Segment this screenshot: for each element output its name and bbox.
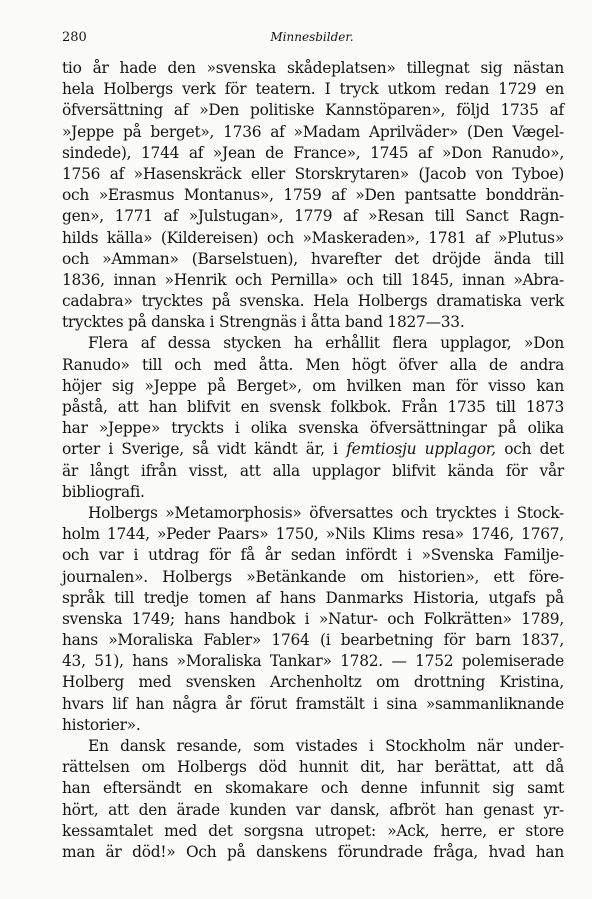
- text-line: sindede), 1744 af »Jean de France», 1745 af »Don Ranudo»,: [62, 143, 564, 162]
- text-line-with-italic: [62, 439, 564, 460]
- text-line: rättelsen om Holbergs död hunnit dit, har berättat, att då: [62, 758, 564, 777]
- text-line: Ranudo» till och med åtta. Men högt öfver alla de andra: [62, 355, 564, 374]
- text-line: hvars lif han några år förut framstält i sina »sammanliknande: [62, 694, 564, 713]
- running-title: Minnesbilder.: [270, 30, 354, 44]
- text-line: holm 1744, »Peder Paars» 1750, »Nils Klims resa» 1746, 1767,: [62, 525, 564, 544]
- text-line: och »Amman» (Barselstuen), hvarefter det dröjde ända till: [62, 249, 564, 268]
- text-line: man är död!» Och på danskens förundrade fråga, hvad han: [62, 842, 564, 861]
- text-line: 1756 af »Hasenskräck eller Storskrytaren» (Jacob von Tyboe): [62, 164, 564, 183]
- text-line: cadabra» trycktes på svenska. Hela Holbergs dramatiska verk: [62, 292, 564, 311]
- text-line: En dansk resande, som vistades i Stockholm när under-: [88, 737, 564, 755]
- text-line: trycktes på danska i Strengnäs i åtta band 1827—33.: [62, 313, 465, 332]
- text-line: bibliografi.: [62, 482, 145, 501]
- text-line: han eftersändt en skomakare och denne infunnit sig samt: [62, 779, 564, 798]
- text-line: svenska 1749; hans handbok i »Natur- och Folkrätten» 1789,: [62, 609, 564, 628]
- text-line: påstå, att han blifvit en svensk folkbok. Från 1735 till 1873: [62, 398, 564, 416]
- text-line: 1836, innan »Henrik och Pernilla» och till 1845, innan »Abra-: [62, 270, 564, 289]
- body-text: [62, 58, 564, 863]
- text-line: kessamtalet med det sorgsna utropet: »Ack, herre, er store: [62, 821, 564, 840]
- text-line: 43, 51), hans »Moraliska Tankar» 1782. — 1752 polemiserade: [62, 652, 564, 671]
- text-line: hela Holbergs verk för teatern. I tryck utkom redan 1729 en: [62, 80, 564, 99]
- text-line: hört, att den ärade kunden var dansk, afbröt han genast yr-: [62, 800, 564, 819]
- page-header: [62, 30, 562, 50]
- text-line: höjer sig »Jeppe på Berget», om hvilken man för visso kan: [62, 376, 564, 395]
- text-line: journalen». Holbergs »Betänkande om historien», ett före-: [62, 567, 564, 586]
- text-segment: orter i Sverige, så vidt kändt är, i: [62, 440, 347, 459]
- text-line: hans »Moraliska Fabler» 1764 (i bearbetning för barn 1837,: [62, 631, 564, 650]
- text-line: och »Erasmus Montanus», 1759 af »Den pantsatte bonddrän-: [62, 186, 564, 205]
- page-number: 280: [62, 30, 87, 45]
- text-line: öfversättning af »Den politiske Kannstöparen», följd 1735 af: [62, 101, 564, 120]
- text-line: Holberg med svensken Archenholtz om drottning Kristina,: [62, 673, 564, 692]
- text-line: har »Jeppe» tryckts i olika svenska öfversättningar på olika: [62, 419, 564, 438]
- text-line: hilds källa» (Kildereisen) och »Maskeraden», 1781 af »Plutus»: [62, 228, 564, 247]
- text-line: historier».: [62, 715, 141, 734]
- italic-phrase: femtiosju upplagor,: [346, 440, 496, 459]
- text-line: gen», 1771 af »Julstugan», 1779 af »Resan till Sanct Ragn-: [62, 207, 564, 226]
- text-line: »Jeppe på berget», 1736 af »Madam Aprilväder» (Den Vægel-: [62, 122, 564, 141]
- text-line: Holbergs »Metamorphosis» öfversattes och trycktes i Stock-: [88, 503, 564, 522]
- text-segment: och det: [495, 440, 565, 459]
- text-line: språk till tredje tomen af hans Danmarks Historia, utgafs på: [62, 588, 564, 607]
- text-line: och var i utdrag för få år sedan infördt i »Svenska Familje-: [62, 546, 564, 565]
- text-line: tio år hade den »svenska skådeplatsen» tillegnat sig nästan: [62, 59, 564, 77]
- text-line: Flera af dessa stycken ha erhållit flera upplagor, »Don: [88, 334, 564, 353]
- text-line: är långt ifrån visst, att alla upplagor blifvit kända för vår: [62, 461, 564, 480]
